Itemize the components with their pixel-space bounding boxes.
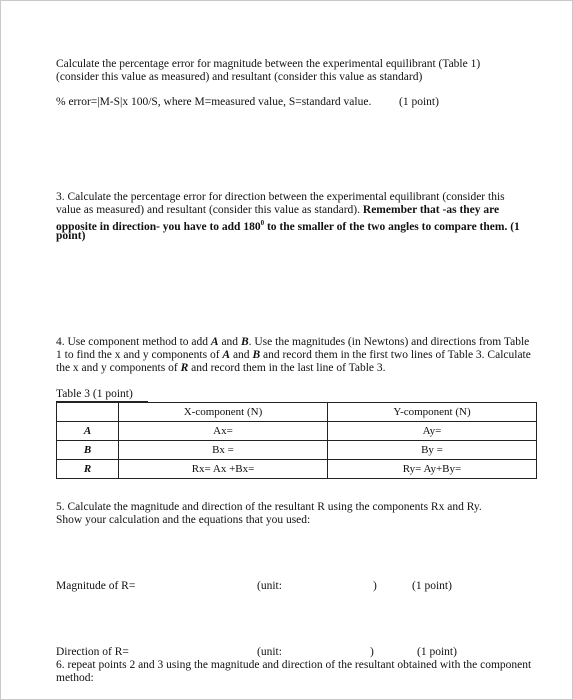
q6-line1: 6. repeat points 2 and 3 using the magnitude and direction of the resultant obtained with the component	[56, 659, 532, 671]
vector-a: A	[210, 336, 219, 348]
row-label-b: B	[57, 441, 119, 460]
q6-line2: method:	[56, 672, 94, 684]
cell-ay[interactable]: Ay=	[328, 422, 537, 441]
header-y-component: Y-component (N)	[328, 403, 537, 422]
q3-line3	[56, 217, 520, 234]
q3-line3-bold-end: to the smaller of the two angles to compare them. (1	[264, 220, 520, 233]
magnitude-unit-label: (unit:	[257, 580, 282, 592]
q5-line1: 5. Calculate the magnitude and direction of the resultant R using the components Rx and Ry.	[56, 501, 482, 513]
cell-by[interactable]: By =	[328, 441, 537, 460]
q4-line1	[56, 336, 529, 349]
direction-points: (1 point)	[417, 646, 457, 658]
q3-line2-bold: Remember that -as they are	[362, 204, 500, 216]
row-label-r: R	[57, 460, 119, 479]
row-label-a: A	[57, 422, 119, 441]
header-cell-empty	[57, 403, 119, 422]
header-x-component: X-component (N)	[119, 403, 328, 422]
q3-line4: point)	[56, 230, 86, 242]
magnitude-points: (1 point)	[412, 580, 452, 592]
q3-line1: 3. Calculate the percentage error for direction between the experimental equilibrant (consider this	[56, 191, 505, 203]
q4-text: 4. Use component method to add	[56, 336, 211, 348]
direction-label: Direction of R=	[56, 646, 129, 658]
q4-and: and	[230, 349, 253, 361]
cell-ry[interactable]: Ry= Ay+By=	[328, 460, 537, 479]
vector-b: B	[240, 336, 249, 348]
q4-text: and record them in the first two lines of Table 3. Calculate	[260, 349, 531, 361]
vector-r: R	[180, 362, 189, 374]
q5-line2: Show your calculation and the equations that you used:	[56, 514, 311, 526]
table3-caption: Table 3 (1 point)	[56, 388, 133, 400]
cell-bx[interactable]: Bx =	[119, 441, 328, 460]
q3-line3-bold: opposite in direction- you have to add 180	[56, 220, 261, 233]
table-row-a	[57, 422, 537, 441]
q2-line1: Calculate the percentage error for magnitude between the experimental equilibrant (Table 1)	[56, 58, 481, 70]
cell-rx[interactable]: Rx= Ax +Bx=	[119, 460, 328, 479]
q3-line2	[56, 204, 499, 217]
table-header-row	[57, 403, 537, 422]
magnitude-unit-close: )	[373, 580, 377, 592]
vector-b: B	[252, 349, 261, 361]
table-row-b	[57, 441, 537, 460]
q2-line2: (consider this value as measured) and resultant (consider this value as standard)	[56, 71, 423, 83]
q4-line2	[56, 349, 531, 362]
q4-text: and record them in the last line of Table 3.	[188, 362, 386, 374]
table-row-r	[57, 460, 537, 479]
degree-mark: 0	[260, 219, 265, 227]
direction-unit-close: )	[370, 646, 374, 658]
q4-line3	[56, 362, 386, 375]
vector-a: A	[222, 349, 231, 361]
q2-points: (1 point)	[399, 96, 439, 108]
q4-text: . Use the magnitudes (in Newtons) and directions from Table	[248, 336, 530, 348]
magnitude-label: Magnitude of R=	[56, 580, 136, 592]
q2-formula: % error=|M-S|x 100/S, where M=measured value, S=standard value.	[56, 96, 372, 108]
cell-ax[interactable]: Ax=	[119, 422, 328, 441]
direction-unit-label: (unit:	[257, 646, 282, 658]
q3-line2-plain: value as measured) and resultant (consider this value as standard).	[56, 204, 363, 216]
q4-and: and	[218, 336, 241, 348]
q4-text: 1 to find the x and y components of	[56, 349, 223, 361]
table3	[56, 402, 537, 479]
q4-text: the x and y components of	[56, 362, 181, 374]
